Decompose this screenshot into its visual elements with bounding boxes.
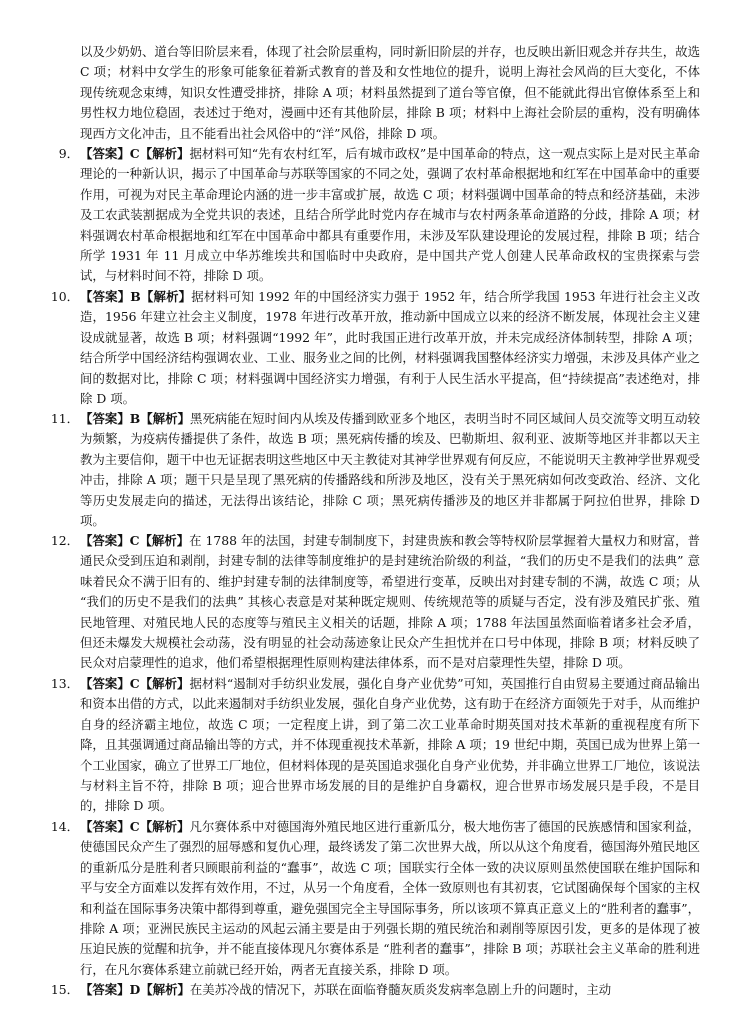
answer-text: 据材料可知 1992 年的中国经济实力强于 1952 年，结合所学我国 1953 年进行社会主义改造，1956 年建立社会主义制度，1978 年进行改革开放，推动新中国成立以来的经济不断发展，体现社会主义建设成就显著，故选 B 项；材料强调“1992 年”，此时我国正进行改革开放，并未完成经济体制转型，排除 A 项；结合所学中国经济结构强调农业、工业、服务业之间的比例，材料强调我国整体经济实力增强，未涉及具体产业之间的数据对比，排除 C 项；材料强调中国经济实力增强，有利于人民生活水平提高，但“持续提高”表述绝对，排除 D 项。	[80, 289, 700, 407]
answer-tag: 【答案】D【解析】	[80, 982, 190, 997]
item-number: 11．	[50, 411, 79, 426]
intro-paragraph: 以及少奶奶、道台等旧阶层来看，体现了社会阶层重构，同时新旧阶层的并存，也反映出新旧观念并存共生，故选 C 项；材料中女学生的形象可能象征着新式教育的普及和女性地位的提升，说明上海社会风尚的巨大变化，不体现传统观念束缚，知识女性遭受排挤，排除 A 项；材料虽然提到了道台等官僚，但不能就此得出官僚体系至上和男性权力地位稳固，表述过于绝对，漫画中还有其他阶层，排除 B 项；材料中上海社会阶层的重构，没有明确体现西方文化冲击，且不能看出社会风俗中的“洋”风俗，排除 D 项。	[80, 44, 700, 141]
answer-item-11	[50, 409, 701, 531]
item-number: 9．	[58, 146, 79, 161]
item-number: 12．	[50, 533, 79, 548]
answer-tag: 【答案】C【解析】	[80, 676, 190, 691]
answer-tag: 【答案】C【解析】	[80, 819, 190, 834]
item-number: 13．	[50, 676, 79, 691]
answer-item-14	[50, 817, 700, 980]
answer-tag: 【答案】C【解析】	[80, 146, 190, 161]
item-number: 14．	[50, 819, 79, 834]
answer-text: 据材料“遏制对手纺织业发展，强化自身产业优势”可知，英国推行自由贸易主要通过商品输出和资本出借的方式，以此来遏制对手纺织业发展，强化自身产业优势，这有助于在经济方面领先于对手，从而维护自身的经济霸主地位，故选 C 项；一定程度上讲，到了第二次工业革命时期英国对技术革新的重视程度有所下降，且其强调通过商品输出等的方式，并不体现重视技术革新，排除 A 项；19 世纪中期，英国已成为世界上第一个工业国家，确立了世界工厂地位，但材料体现的是英国追求强化自身产业优势，并非确立世界工厂地位，该说法与材料主旨不符，排除 B 项；迎合世界市场发展的目的是维护自身霸权，迎合世界市场发展只是手段，不是目的，排除 D 项。	[80, 676, 700, 814]
answer-item-15	[50, 980, 700, 1000]
answer-text: 在 1788 年的法国，封建专制制度下，封建贵族和教会等特权阶层掌握着大量权力和财富，普通民众受到压迫和剥削，封建专制的法律等制度维护的是封建统治阶级的利益，“我们的历史不是我们的法典” 意味着民众不满于旧有的、维护封建专制的法律制度等，希望进行变革，反映出对封建专制的不满，故选 C 项；从 “我们的历史不是我们的法典” 其核心表意是对某种既定规则、传统规范等的质疑与否定，没有涉及殖民扩张、殖民地管理、对殖民地人民的态度等与殖民主义相关的话题，排除 A 项；1788 年法国虽然面临着诸多社会矛盾，但还未爆发大规模社会动荡，没有明显的社会动荡迹象让民众产生担忧并在口号中体现，排除 B 项；材料反映了民众对启蒙理性的追求，他们希望根据理性原则构建法律体系，而不是对启蒙理性失望，排除 D 项。	[80, 533, 700, 671]
item-number: 10．	[50, 289, 79, 304]
answer-text: 据材料可知“先有农村红军，后有城市政权”是中国革命的特点，这一观点实际上是对民主革命理论的一种新认识，揭示了中国革命与苏联等国家的不同之处，强调了农村革命根据地和红军在中国革命中的重要作用，可视为对民主革命理论内涵的进一步丰富或扩展，故选 C 项；材料强调中国革命的特点和经济基础，未涉及工农武装割据成为全党共识的表述，且结合所学此时党内存在城市与农村两条革命道路的分歧，排除 A 项；材料强调农村革命根据地和红军在中国革命中都具有重要作用，未涉及军队建设理论的发展过程，排除 B 项；结合所学 1931 年 11 月成立中华苏维埃共和国临时中央政府，是中国共产党人创建人民革命政权的宝贵探索与尝试，与材料时间不符，排除 D 项。	[80, 146, 700, 284]
answer-text: 黑死病能在短时间内从埃及传播到欧亚多个地区，表明当时不同区域间人员交流等文明互动较为频繁，为疫病传播提供了条件，故选 B 项；黑死病传播的埃及、巴勒斯坦、叙利亚、波斯等地区并非都以天主教为主要信仰，题干中也无证据表明这些地区中天主教徒对其神学世界观有何反应，不能说明天主教神学世界观受冲击，排除 A 项；题干只是呈现了黑死病的传播路线和所涉及地区，没有关于黑死病如何改变政治、经济、文化等历史发展走向的描述，无法得出该结论，排除 C 项；黑死病传播涉及的地区并非都属于阿拉伯世界，排除 D 项。	[80, 411, 701, 529]
answer-tag: 【答案】B【解析】	[80, 289, 192, 304]
answer-tag: 【答案】C【解析】	[80, 533, 190, 548]
answer-tag: 【答案】B【解析】	[80, 411, 191, 426]
answer-text: 凡尔赛体系中对德国海外殖民地区进行重新瓜分，极大地伤害了德国的民族感情和国家利益，使德国民众产生了强烈的屈辱感和复仇心理，最终诱发了第二次世界大战，所以从这个角度看，德国海外殖民地区的重新瓜分是胜利者只顾眼前利益的“蠢事”，故选 C 项；国联实行全体一致的决议原则虽然使国联在维护国际和平与安全方面难以发挥有效作用，不过，从另一个角度看，全体一致原则也有其初衷，它试图确保每个国家的主权和利益在国际事务决策中都得到尊重，避免强国完全主导国际事务，所以该项不算真正意义上的“胜利者的蠢事”，排除 A 项；亚洲民族民主运动的风起云涌主要是由于列强长期的殖民统治和剥削等原因引发，更多的是体现了被压迫民族的觉醒和抗争，并不能直接体现凡尔赛体系是 “胜利者的蠢事”，排除 B 项；苏联社会主义革命的胜利进行，在凡尔赛体系建立前就已经开始，两者无直接关系，排除 D 项。	[80, 819, 700, 977]
answer-item-10	[50, 287, 700, 409]
answer-text: 在美苏冷战的情况下，苏联在面临脊髓灰质炎发病率急剧上升的问题时，主动	[189, 982, 612, 997]
item-number: 15．	[50, 982, 79, 997]
answer-item-9	[58, 144, 700, 287]
answer-item-13	[50, 674, 700, 817]
answer-item-12	[50, 531, 700, 674]
